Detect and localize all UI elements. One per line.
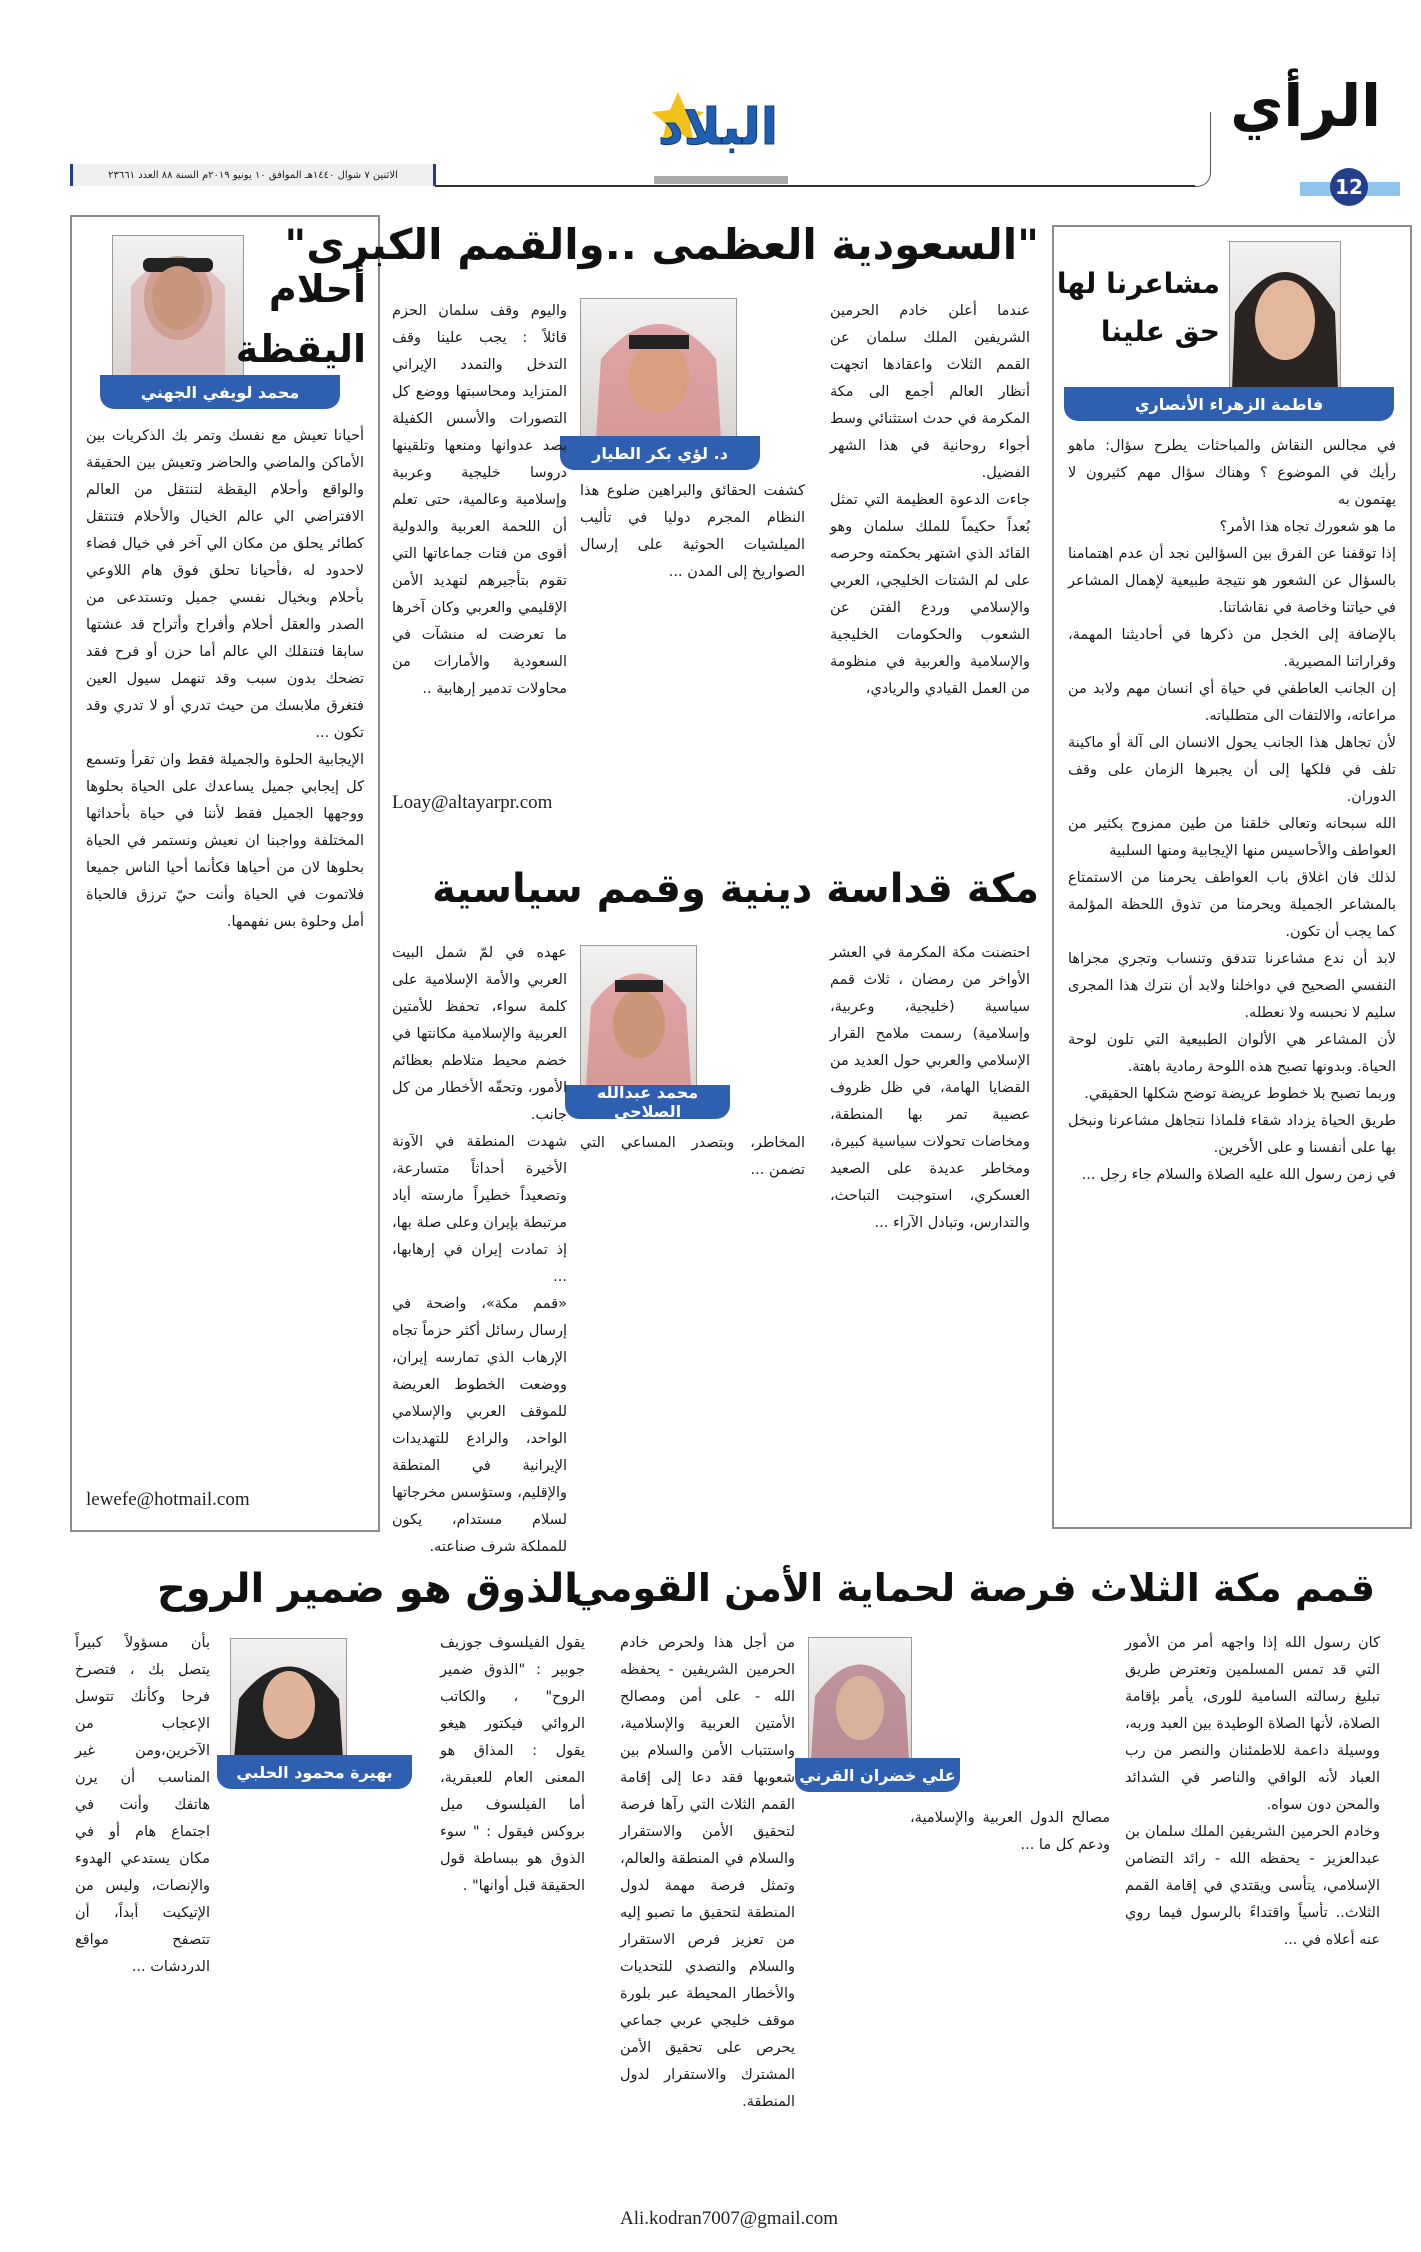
masthead-curve <box>1180 112 1211 187</box>
author-photo <box>580 298 737 440</box>
person-silhouette-icon <box>113 236 243 376</box>
author-email: lewefe@hotmail.com <box>86 1489 250 1510</box>
article-title-line2: حق علينا <box>1100 315 1220 348</box>
section-title: الرأي <box>1230 72 1381 140</box>
person-silhouette-icon <box>809 1638 911 1760</box>
author-photo <box>230 1638 347 1760</box>
dateline-text: الاثنين ٧ شوال ١٤٤٠هـ الموافق ١٠ يونيو ٢٠١٩م السنة ٨٨ العدد ٢٣٦٦١ <box>108 169 398 181</box>
author-byline: بهيرة محمود الحلبي <box>217 1755 412 1789</box>
author-byline: د. لؤي بكر الطيار <box>560 436 760 470</box>
person-silhouette-icon <box>581 946 696 1086</box>
article-title-line2: اليقظة <box>235 327 366 371</box>
page-number-badge <box>1330 168 1368 206</box>
author-email: Loay@altayarpr.com <box>392 792 553 813</box>
article-column-2: كشفت الحقائق والبراهين ضلوع هذا النظام المجرم دوليا في تأليب الميلشيات الحوثية على إرسال الصواريخ إلى المدن ... <box>580 483 805 580</box>
article-title-line1: أحلام <box>268 267 366 311</box>
article-column-2: مصالح الدول العربية والإسلامية، ودعم كل ما ... <box>910 1810 1110 1853</box>
dateline <box>70 164 436 186</box>
article-column-1: عندما أعلن خادم الحرمين الشريفين الملك سلمان عن القمم الثلاث واعقادها اتجهت أنظار العالم أجمع الى مكة المكرمة في حدث استثنائي وسط أجواء روحانية في هذا الشهر الفضيل. جاءت الدعوة العظيمة التي تمثل بُعداً حكيماً للملك سلمان وهو القائد الذي اشتهر بحكمته وحرصه على لم الشتات الخليجي، العربي والإسلامي وردع الفتن عن الشعوب والحكومات الخليجية والإسلامية والعربية في منظومة من العمل القيادي والريادي، <box>830 303 1030 697</box>
masthead-rule <box>435 185 1195 187</box>
article-headline: مكة قداسة دينية وقمم سياسية <box>432 866 1039 912</box>
article-column-1: يقول الفيلسوف جوزيف جوبير : "الذوق ضمير الروح" ، والكاتب الروائي فيكتور هيغو يقول : المذاق هو المعنى العام للعبقرية، أما الفيلسوف ميل بروكس فيقول : " سوء الذوق هو ببساطة قول الحقيقة قبل أوانها" . <box>440 1635 585 1894</box>
article-headline: "السعودية العظمى ..والقمم الكبرى" <box>284 220 1039 269</box>
article-headline: قمم مكة الثلاث فرصة لحماية الأمن القومي <box>570 1566 1375 1610</box>
article-column-3: من أجل هذا ولحرص خادم الحرمين الشريفين - يحفظه الله - على أمن ومصالح الأمتين العربية والإسلامية، واستتباب الأمن والسلام بين شعوبها فقد دعا إلى إقامة القمم الثلاث التي رآها فرصة لتحقيق الأمن والاستقرار والسلام في المنطقة والعالم، وتمثل فرصة مهمة لدول المنطقة لتحقيق ما تصبو إليه من تعزيز فرص الاستقرار والسلام والتصدي للتحديات والأخطار المحيطة عبر بلورة موقف خليجي عربي جماعي يحرص على تحقيق الأمن المشترك والاستقرار لدول المنطقة. <box>620 1635 795 2110</box>
author-photo <box>1229 241 1341 391</box>
article-column-3: عهده في لمّ شمل البيت العربي والأمة الإسلامية على كلمة سواء، تحفظ للأمتين العربية والإسلامية مكانتها في خضم محيط متلاطم بعظائم الأمور، وتحفّه الأخطار من كل جانب. شهدت المنطقة في الآونة الأخيرة أحداثاً متسارعة، وتصعيداً خطيراً مارسته أياد مرتبطة بإيران وعلى صلة بها، إذ تمادت إيران في إرهابها، ... «قمم مكة»، واضحة في إرسال رسائل أكثر حزماً تجاه الإرهاب الذي تمارسه إيران، ووضعت الخطوط العريضة للموقف العربي والإسلامي الواحد، والرادع للتهديدات الإيرانية في المنطقة والإقليم، وستؤسس مخرجاتها لسلام مستدام، يكون للمملكة شرف صناعته. <box>392 945 567 1555</box>
page-number: 12 <box>1335 175 1363 199</box>
article-column-1: احتضنت مكة المكرمة في العشر الأواخر من رمضان ، ثلاث قمم سياسية (خليجية، وعربية، وإسلامية) رسمت ملامح القرار الإسلامي والعربي حول العديد من القضايا الهامة، في ظل ظروف عصيبة تمر بها المنطقة، ومخاضات تحولات سياسية كبيرة، ومخاطر عديدة على الصعيد العسكري، استوجبت التباحث، والتدارس، وتبادل الآراء ... <box>830 945 1030 1231</box>
article-body: في مجالس النقاش والمباحثات يطرح سؤال: ماهو رأيك في الموضوع ؟ وهناك سؤال مهم كثيرون لا يهتمون به ما هو شعورك تجاه هذا الأمر؟ إذا توقفنا عن الفرق بين السؤالين نجد أن عدم اهتمامنا بالسؤال عن الشعور هو نتيجة طبيعية لإهمال المشاعر في حياتنا وخاصة في نقاشاتنا. بالإضافة إلى الخجل من ذكرها في أحاديثنا المهمة، وقراراتنا المصيرية. إن الجانب العاطفي في حياة أي انسان مهم ولابد من مراعاته، والالتفات الى متطلباته. لأن تجاهل هذا الجانب يحول الانسان الى آلة أو ماكينة تلف في فلكها إلى أن يجبرها الزمان على وقف الدوران. الله سبحانه وتعالى خلقنا من طين ممزوج بكثير من العواطف والأحاسيس منها الإيجابية ومنها السلبية لذلك فان اغلاق باب العواطف يحرمنا من الاستمتاع بالمشاعر الجميلة ويحرمنا من تذوق اللحظة المؤلمة كما يجب أن تكون. لابد أن ندع مشاعرنا تتدفق وتنساب وتجري مجراها النفسي الصحيح في دواخلنا ولابد أن نترك هذا المجرى سليم لا نحبسه ولا نعطله. لأن المشاعر هي الألوان الطبيعية التي تلون لوحة الحياة. وبدونها تصبح هذه اللوحة رمادية باهتة. وربما تصبح بلا خطوط عريضة توضح شكلها الحقيقي. طريق الحياة يزداد شقاء فلماذا نتجاهل مشاعرنا ونبخل بها على أنفسنا و على الأخرين. في زمن رسول الله عليه الصلاة والسلام جاء رجل ... <box>1068 438 1396 1183</box>
person-silhouette-icon <box>231 1639 346 1759</box>
article-column-1: كان رسول الله إذا واجهه أمر من الأمور التي قد تمس المسلمين وتعترض طريق تبليغ رسالته السامية للورى، يأمر بإقامة الصلاة، لأنها الصلاة الوطيدة بين العبد وربه، ووسيلة داعمة للاطمئنان والنصر من رب العباد لأنه الواقي والناصر في الشدائد والمحن دون سواه. وخادم الحرمين الشريفين الملك سلمان بن عبدالعزيز - يحفظه الله - رائد التضامن الإسلامي، يتأسى ويقتدي في إقامة القمم الثلاث.. تأسياً واقتداءً بالرسول فيما روي عنه أعلاه في ... <box>1125 1635 1380 1948</box>
logo-underbar <box>654 176 788 184</box>
article-column-3: واليوم وقف سلمان الحزم قائلاً : يجب علينا وقف التدخل والتمدد الإيراني المتزايد ومحاسبتها ووضع كل التصورات والأسس الكفيلة بصد عدوانها ومنعها وتلقينها دروسا خليجية وعربية وإسلامية وعالمية، حتى تعلم أن اللحمة العربية والدولية أقوى من فتات جماعاتها التي تقوم بتأجيرهم لتهديد الأمن الإقليمي والعربي وكان آخرها ما تعرضت له منشآت في السعودية والأمارات من محاولات تدمير إرهابية .. <box>392 303 567 697</box>
logo-text: البلاد <box>658 98 778 156</box>
logo <box>648 92 788 172</box>
article-title-line1: مشاعرنا لها <box>1056 267 1220 300</box>
author-byline: محمد لويفي الجهني <box>100 375 340 409</box>
article-headline: الذوق هو ضمير الروح <box>156 1566 578 1612</box>
author-byline: علي خضران القرني <box>795 1758 960 1792</box>
author-photo <box>808 1637 912 1761</box>
person-silhouette-icon <box>1230 242 1340 390</box>
article-body: أحيانا تعيش مع نفسك وتمر بك الذكريات بين الأماكن والماضي والحاضر وتعيش بين الحقيقة والواقع وأحلام اليقظة لتنتقل من العالم الافتراضي الي عالم الخيال والأحلام فتنتقل كطائر يحلق من مكان الي آخر في خيال فضاء لاحدود له ،فأحيانا تحلق فوق هام اللاوعي بأحلام وبخيال نفسي جميل وتستدعى من الصدر والعقل أحلام وأفراح وأتراح قد عشتها سابقا فتنقلك الي عالم أما حزن أو فرح فقد تضحك بدون سبب وقد تنهمل سيول العين فتغرق ملابسك من حيث تدري أو لا تدري وقد تكون ... الإيجابية الحلوة والجميلة فقط وان تقرأ وتسمع كل إيجابي جميل يساعدك على الحياة بحلوها ووجهها الجميل فقط لأننا في حياة بأحداثها المختلفة وواجبنا ان نعيش ونستمر في الحياة بحلوها لان من أحياها فكأنما أحيا الناس جميعا فلاتموت في الحياة وأنت حيّ ترزق فالحياة أمل وحلوة بس نفهمها. <box>86 428 364 930</box>
author-photo <box>112 235 244 377</box>
author-email: Ali.kodran7007@gmail.com <box>620 2208 839 2229</box>
person-silhouette-icon <box>581 299 736 439</box>
article-mashaerna <box>1052 225 1412 1529</box>
author-photo <box>580 945 697 1087</box>
article-column-2: بأن مسؤولاً كبيراً يتصل بك ، فتصرخ فرحا وكأنك تتوسل الإعجاب من الآخرين،ومن غير المناسب أن يرن هاتفك وأنت في اجتماع هام أو في مكان يستدعي الهدوء والإنصات، وليس من الإتيكيت أبداً، أن تتصفح مواقع الدردشات ... <box>75 1635 210 1975</box>
author-byline: فاطمة الزهراء الأنصاري <box>1064 387 1394 421</box>
author-byline: محمد عبدالله الصلاحي <box>565 1085 730 1119</box>
article-ahlam-al-yaqatha <box>70 215 380 1532</box>
article-column-2: المخاطر، وبتصدر المساعي التي تضمن ... <box>580 1135 805 1178</box>
